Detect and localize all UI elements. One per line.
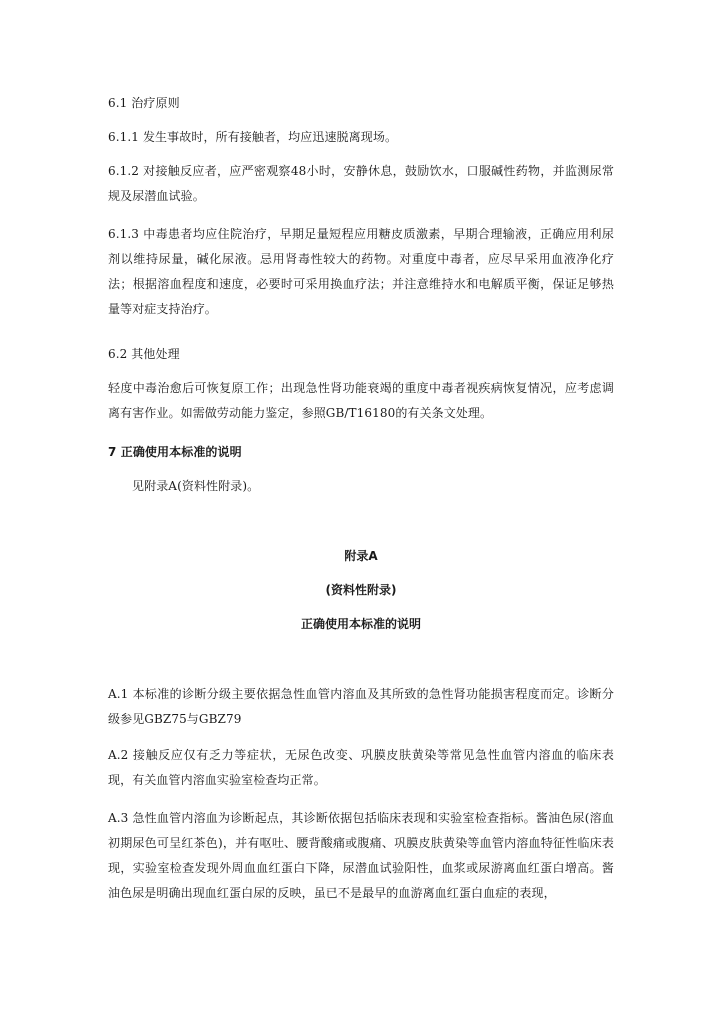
- paragraph-a2: A.2 接触反应仅有乏力等症状，无尿色改变、巩膜皮肤黄染等常见急性血管内溶血的临床表现，有关血管内溶血实验室检查均正常。: [108, 748, 614, 787]
- appendix-title: 附录A: [344, 549, 378, 563]
- paragraph-a1: A.1 本标准的诊断分级主要依据急性血管内溶血及其所致的急性肾功能损害程度而定。诊断分级参见GBZ75与GBZ79: [108, 687, 614, 726]
- appendix-subtitle: (资料性附录): [325, 583, 397, 597]
- appendix-caption: 正确使用本标准的说明: [300, 617, 421, 631]
- paragraph-6-1-1: 6.1.1 发生事故时，所有接触者，均应迅速脱离现场。: [108, 130, 398, 144]
- paragraph-a3: A.3 急性血管内溶血为诊断起点，其诊断依据包括临床表现和实验室检查指标。酱油色尿(溶血初期尿色可呈红茶色)，并有呕吐、腰背酸痛或腹痛、巩膜皮肤黄染等血管内溶血特征性临床表现，实验室检查发现外周血血红蛋白下降，尿潜血试验阳性，血浆或尿游离血红蛋白增高。酱油色尿是明确出现血红蛋白尿的反映，虽已不是最早的血游离血红蛋白血症的表现，: [108, 811, 614, 900]
- paragraph-6-1-3: 6.1.3 中毒患者均应住院治疗，早期足量短程应用糖皮质激素，早期合理输液，正确应用利尿剂以维持尿量，碱化尿液。忌用肾毒性较大的药物。对重度中毒者，应尽早采用血液净化疗法；根据溶血程度和速度，必要时可采用换血疗法；并注意维持水和电解质平衡，保证足够热量等对症支持治疗。: [108, 227, 614, 316]
- heading-6-1: 6.1 治疗原则: [108, 96, 180, 110]
- heading-6-2: 6.2 其他处理: [108, 347, 180, 361]
- heading-7: 7 正确使用本标准的说明: [108, 445, 242, 459]
- paragraph-6-2: 轻度中毒治愈后可恢复原工作；出现急性肾功能衰竭的重度中毒者视疾病恢复情况，应考虑调离有害作业。如需做劳动能力鉴定，参照GB/T16180的有关条文处理。: [108, 381, 614, 420]
- paragraph-7: 见附录A(资料性附录)。: [132, 479, 260, 493]
- paragraph-6-1-2: 6.1.2 对接触反应者，应严密观察48小时，安静休息，鼓励饮水，口服碱性药物，并监测尿常规及尿潜血试验。: [108, 164, 614, 203]
